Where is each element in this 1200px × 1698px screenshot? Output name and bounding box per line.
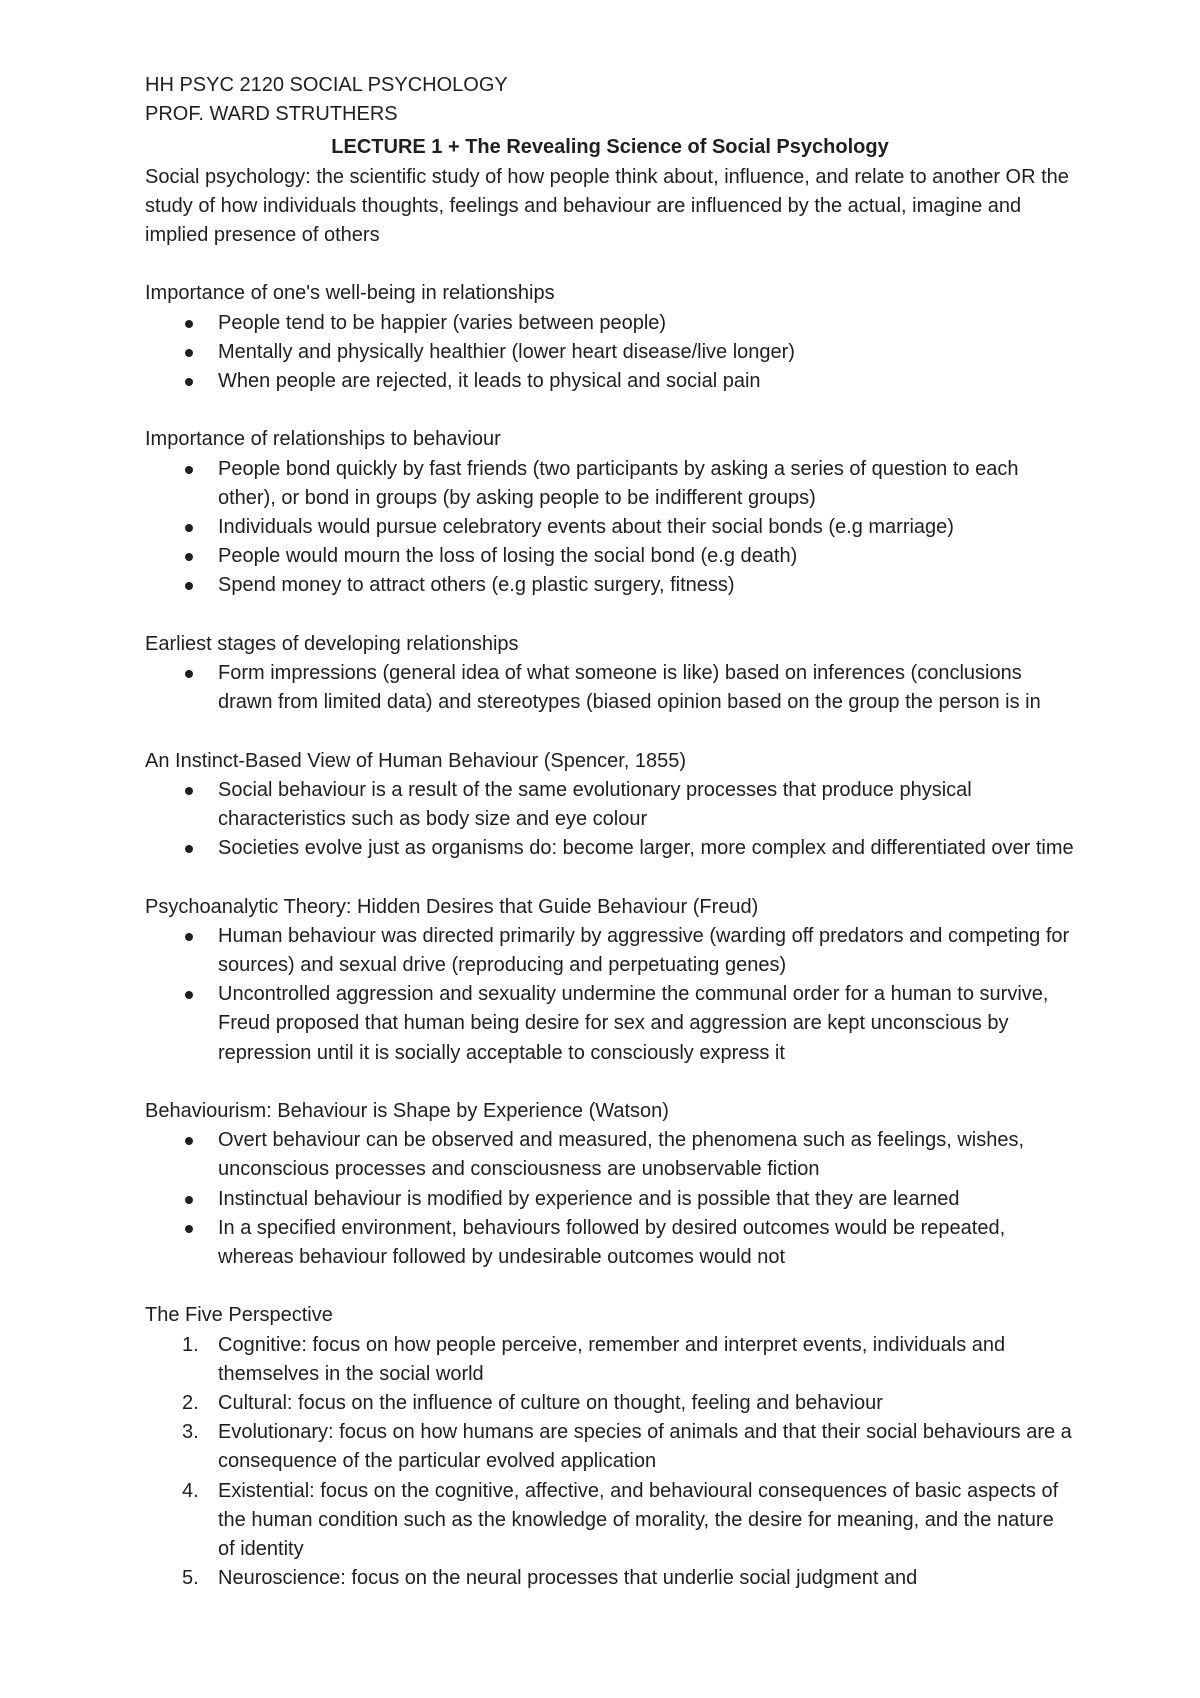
bullet-icon — [185, 378, 193, 386]
list-item: Individuals would pursue celebratory events about their social bonds (e.g marriage) — [145, 513, 1075, 542]
list-item: 2. Cultural: focus on the influence of culture on thought, feeling and behaviour — [182, 1392, 883, 1415]
section-heading: Importance of one's well-being in relationships — [145, 282, 555, 305]
bullet-icon — [185, 349, 193, 357]
bullet-icon — [185, 991, 193, 999]
bullet-list — [145, 455, 1075, 601]
list-item: 1. Cognitive: focus on how people perceive, remember and interpret events, individuals and themselves in the social world — [182, 1333, 1006, 1385]
section-heading: Psychoanalytic Theory: Hidden Desires that Guide Behaviour (Freud) — [145, 895, 759, 918]
section-heading: Importance of relationships to behaviour — [145, 428, 501, 451]
list-item: People bond quickly by fast friends (two participants by asking a series of question to each other), or bond in groups (by asking people to be indifferent groups) — [145, 455, 1075, 513]
bullet-icon — [185, 1225, 193, 1233]
professor-name: PROF. WARD STRUTHERS — [145, 103, 398, 126]
bullet-list — [145, 1126, 1075, 1272]
bullet-icon — [185, 845, 193, 853]
list-item: Spend money to attract others (e.g plastic surgery, fitness) — [145, 571, 1075, 600]
bullet-icon — [185, 670, 193, 678]
bullet-icon — [185, 553, 193, 561]
section-heading: Behaviourism: Behaviour is Shape by Experience (Watson) — [145, 1100, 669, 1123]
bullet-list — [145, 776, 1075, 864]
list-item: Human behaviour was directed primarily by aggressive (warding off predators and competing for sources) and sexual drive (reproducing and perpetuating genes) — [145, 922, 1075, 980]
list-item: When people are rejected, it leads to physical and social pain — [145, 367, 1075, 396]
bullet-icon — [185, 582, 193, 590]
list-item: People would mourn the loss of losing the social bond (e.g death) — [145, 542, 1075, 571]
bullet-list — [145, 309, 1075, 397]
list-item: 4. Existential: focus on the cognitive, affective, and behavioural consequences of basic aspects of the human condition such as the knowledge of morality, the desire for meaning, and the nature of identity — [182, 1479, 1059, 1561]
numbered-list — [145, 1331, 1075, 1594]
lecture-title: LECTURE 1 + The Revealing Science of Social Psychology — [331, 136, 889, 159]
list-item: Societies evolve just as organisms do: become larger, more complex and differentiated over time — [145, 834, 1075, 863]
definition-paragraph: Social psychology: the scientific study of how people think about, influence, and relate to another OR the study of how individuals thoughts, feelings and behaviour are influenced by the actual, imagine and implied presence of others — [145, 165, 1069, 247]
bullet-icon — [185, 466, 193, 474]
list-item: Form impressions (general idea of what someone is like) based on inferences (conclusions drawn from limited data) and stereotypes (biased opinion based on the group the person is in — [145, 659, 1075, 717]
course-title: HH PSYC 2120 SOCIAL PSYCHOLOGY — [145, 74, 508, 96]
bullet-list — [145, 922, 1075, 1068]
bullet-icon — [185, 524, 193, 532]
list-item: 3. Evolutionary: focus on how humans are species of animals and that their social behaviours are a consequence of the particular evolved application — [182, 1421, 1072, 1473]
list-item: Overt behaviour can be observed and measured, the phenomena such as feelings, wishes, unconscious processes and consciousness are unobservable fiction — [145, 1126, 1075, 1184]
bullet-icon — [185, 1137, 193, 1145]
list-item: In a specified environment, behaviours followed by desired outcomes would be repeated, whereas behaviour followed by undesirable outcomes would not — [145, 1214, 1075, 1272]
section-heading: The Five Perspective — [145, 1304, 333, 1327]
bullet-icon — [185, 320, 193, 328]
bullet-icon — [185, 1196, 193, 1204]
list-item: 5. Neuroscience: focus on the neural processes that underlie social judgment and — [182, 1567, 918, 1590]
section-heading: An Instinct-Based View of Human Behaviour (Spencer, 1855) — [145, 749, 687, 772]
list-item: People tend to be happier (varies between people) — [145, 309, 1075, 338]
list-item: Instinctual behaviour is modified by experience and is possible that they are learned — [145, 1185, 1075, 1214]
bullet-list — [145, 659, 1075, 717]
list-item: Uncontrolled aggression and sexuality undermine the communal order for a human to survive, Freud proposed that human being desire for sex and aggression are kept unconscious by repression until it is socially acceptable to consciously express it — [145, 980, 1075, 1068]
bullet-icon — [185, 933, 193, 941]
bullet-icon — [185, 787, 193, 795]
document-body — [145, 71, 1075, 1593]
list-item: Social behaviour is a result of the same evolutionary processes that produce physical characteristics such as body size and eye colour — [145, 776, 1075, 834]
list-item: Mentally and physically healthier (lower heart disease/live longer) — [145, 338, 1075, 367]
section-heading: Earliest stages of developing relationships — [145, 632, 519, 655]
